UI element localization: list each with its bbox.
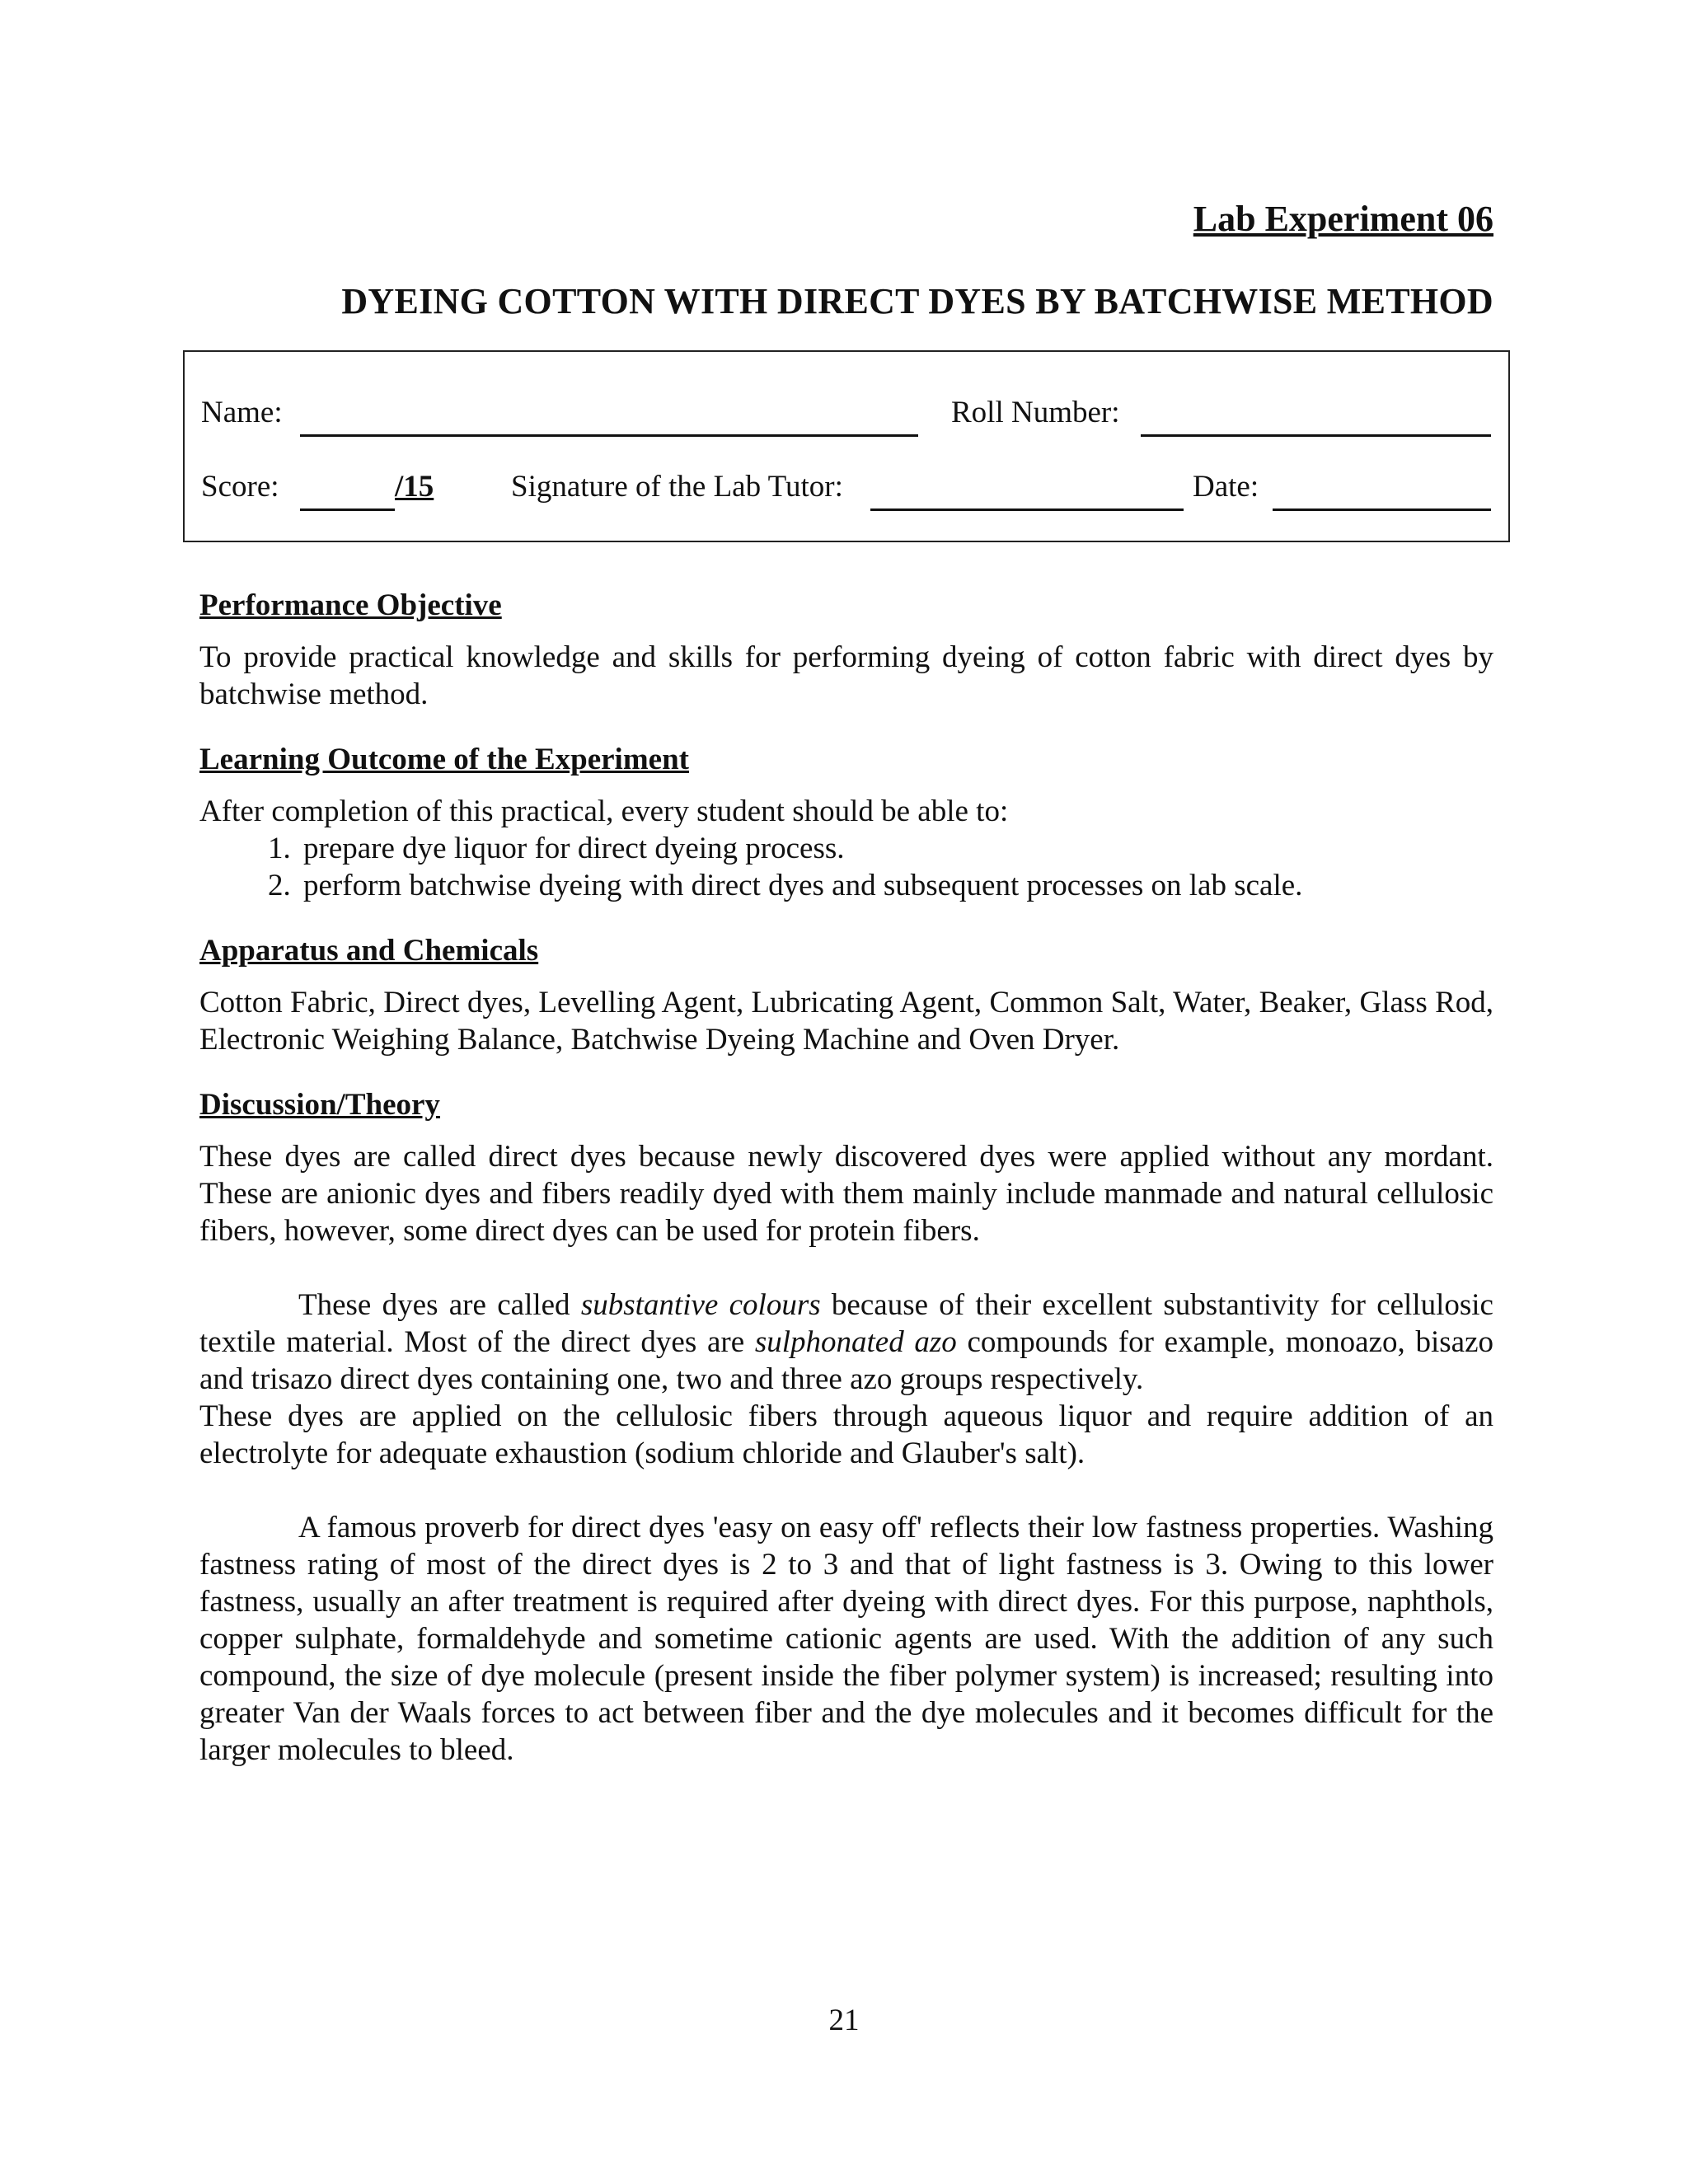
learning-outcome-list [199,830,1493,904]
list-item: 2. perform batchwise dyeing with direct dyes and subsequent processes on lab scale. [298,867,1493,904]
learning-outcome-intro: After completion of this practical, every student should be able to: [199,794,1009,828]
text-run: compounds for example, monoazo, bisazo and trisazo direct dyes containing one, two and three azo groups respectively. [199,1325,1493,1396]
name-label: Name: [201,396,283,429]
lab-experiment-number: Lab Experiment 06 [1193,199,1493,239]
date-label: Date: [1193,470,1259,504]
apparatus-heading: Apparatus and Chemicals [199,934,539,968]
text-run: These dyes are called [298,1288,581,1322]
learning-outcome-heading: Learning Outcome of the Experiment [199,743,689,776]
score-label: Score: [201,470,279,504]
experiment-title: DYEING COTTON WITH DIRECT DYES BY BATCHWISE METHOD [341,281,1493,321]
performance-objective-text: To provide practical knowledge and skills for performing dyeing of cotton fabric with direct dyes by batchwise method. [199,640,1493,711]
score-total: /15 [395,470,434,504]
roll-number-label: Roll Number: [951,396,1120,429]
italic-term-sulphonated-azo: sulphonated azo [754,1325,957,1359]
score-field[interactable] [300,509,395,511]
document-body [199,587,1493,1797]
section-apparatus [199,932,1493,1058]
section-learning-outcome [199,741,1493,904]
list-item: 1. prepare dye liquor for direct dyeing process. [298,830,1493,867]
performance-objective-heading: Performance Objective [199,588,502,622]
student-info-box [183,350,1510,542]
discussion-heading: Discussion/Theory [199,1088,440,1122]
section-discussion [199,1086,1493,1769]
date-field[interactable] [1273,509,1491,511]
section-performance-objective [199,587,1493,713]
roll-number-field[interactable] [1141,434,1491,437]
page-number: 21 [828,2004,860,2037]
discussion-paragraph-2 [199,1286,1493,1398]
signature-label: Signature of the Lab Tutor: [511,470,843,504]
info-row-score [201,461,1492,510]
discussion-paragraph-1: These dyes are called direct dyes because newly discovered dyes were applied without any mordant. These are anionic dyes and fibers readily dyed with them mainly include manmade and natural cellulosic fibers, however, some direct dyes can be used for protein fibers. [199,1140,1493,1248]
signature-field[interactable] [870,509,1184,511]
discussion-paragraph-3: These dyes are applied on the cellulosic fibers through aqueous liquor and require addition of an electrolyte for adequate exhaustion (sodium chloride and Glauber's salt). [199,1399,1493,1470]
italic-term-substantive-colours: substantive colours [580,1288,821,1322]
discussion-paragraph-4: A famous proverb for direct dyes 'easy on easy off' reflects their low fastness properties. Washing fastness rating of most of the direct dyes is 2 to 3 and that of light fastness is 3. Owing to this lower fastness, usually an after treatment is required after dyeing with direct dyes. For this purpose, naphthols, copper sulphate, formaldehyde and sometime cationic agents are used. With the addition of any such compound, the size of dye molecule (present inside the fiber polymer system) is increased; resulting into greater Van der Waals forces to act between fiber and the dye molecules and it becomes difficult for the larger molecules to bleed. [199,1511,1493,1767]
text-run: because of their excellent substantivity for cellulosic textile material. Most of the direct dyes are [199,1288,1493,1359]
info-row-name [201,387,1492,436]
name-field[interactable] [300,434,918,437]
apparatus-text: Cotton Fabric, Direct dyes, Levelling Agent, Lubricating Agent, Common Salt, Water, Beaker, Glass Rod, Electronic Weighing Balance, Batchwise Dyeing Machine and Oven Dryer. [199,986,1493,1057]
